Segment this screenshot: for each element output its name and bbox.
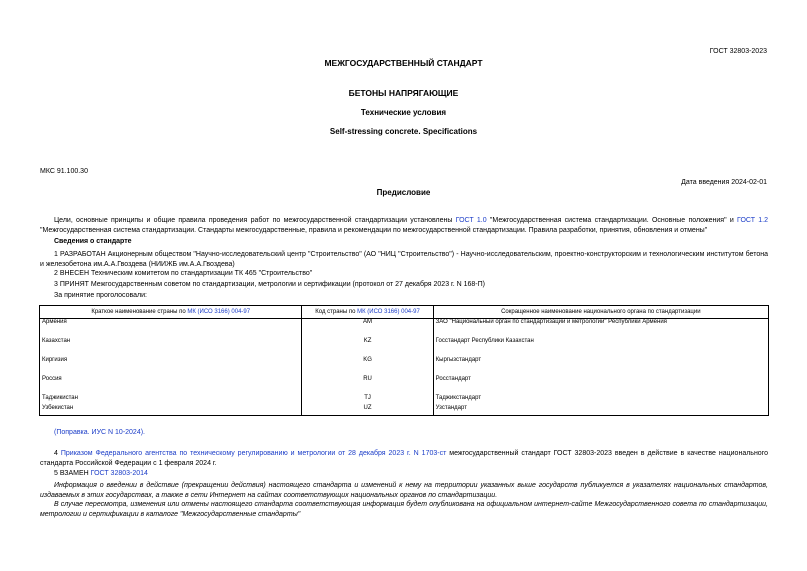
country-cell: Таджикистан (40, 395, 302, 405)
item-3-adopted: 3 ПРИНЯТ Межгосударственным советом по стандартизации, метрологии и сертификации (протокол от 27 декабря 2023 г. N 168-П) (54, 281, 485, 288)
code-cell: KG (302, 357, 433, 376)
countries-table (39, 305, 769, 416)
item-2-introduced: 2 ВНЕСЕН Техническим комитетом по стандартизации ТК 465 "Строительство" (54, 270, 313, 277)
publication-info: Информация о введении в действие (прекращении действия) настоящего стандарта и изменений к нему на территории указанных выше государств публикуется в указателях национальных стандартов, издаваемых в этих государствах, а также в сети Интернет на сайтах соответствующих национальных органов по стандартизации. (40, 482, 768, 499)
column-header-country: Краткое наименование страны по МК (ИСО 3166) 004-97 (40, 306, 302, 319)
mk-iso-link[interactable]: МК (ИСО 3166) 004-97 (187, 309, 251, 315)
mks-code: МКС 91.100.30 (40, 168, 88, 175)
table-header-row (40, 306, 769, 319)
foreword-text-1: Цели, основные принципы и общие правила проведения работ по межгосударственной стандартизации установлены (54, 217, 456, 224)
item-1-developed: 1 РАЗРАБОТАН Акционерным обществом "Научно-исследовательский центр "Строительство" (АО "НИЦ "Строительство") - Научно-исследовательским, проектно-конструкторским и технологическим институтом бетона и железобетона им.А.А.Гвоздева (НИИЖБ им.А.А.Гвоздева) (40, 251, 768, 268)
standard-info-heading: Сведения о стандарте (54, 238, 132, 245)
table-row (40, 395, 769, 405)
country-cell: Армения (40, 319, 302, 339)
foreword-text-3: "Межгосударственная система стандартизации. Стандарты межгосударственные, правила и рекомендации по межгосударственной стандартизации. Правила разработки, принятия, обновления и отмены" (40, 226, 708, 234)
document-subtitle: Технические условия (360, 108, 447, 117)
table-row (40, 376, 769, 395)
foreword-text-2: "Межгосударственная система стандартизации. Основные положения" и (486, 217, 738, 224)
standard-type: МЕЖГОСУДАРСТВЕННЫЙ СТАНДАРТ (324, 58, 483, 68)
foreword-heading: Предисловие (376, 188, 431, 197)
gost-32803-2014-link[interactable]: ГОСТ 32803-2014 (90, 470, 148, 477)
intro-date: Дата введения 2024-02-01 (681, 179, 767, 186)
gost-1-2-link[interactable]: ГОСТ 1.2 (737, 217, 768, 224)
document-code: ГОСТ 32803-2023 (709, 48, 767, 55)
country-cell: Узбекистан (40, 405, 302, 416)
revision-info: В случае пересмотра, изменения или отмены настоящего стандарта соответствующая информация будет опубликована на официальном интернет-сайте Межгосударственного совета по стандартизации, метрологии и сертификации в каталоге "Межгосударственные стандарты" (40, 501, 768, 518)
code-cell: UZ (302, 405, 433, 416)
country-cell: Россия (40, 376, 302, 395)
english-title: Self-stressing concrete. Specifications (329, 127, 478, 136)
table-row (40, 338, 769, 357)
country-cell: Киргизия (40, 357, 302, 376)
column-header-code: Код страны по МК (ИСО 3166) 004-97 (302, 306, 433, 319)
table-row (40, 405, 769, 416)
amendment-link[interactable]: (Поправка. ИУС N 10-2024). (54, 429, 145, 436)
body-cell: Узстандарт (433, 405, 768, 416)
code-cell: RU (302, 376, 433, 395)
body-cell: Кыргызстандарт (433, 357, 768, 376)
item-4-order: 4 Приказом Федерального агентства по техническому регулированию и метрологии от 28 декабря 2023 г. N 1703-ст межгосударственный стандарт ГОСТ 32803-2023 введен в действие в качестве национального стандарта Российской Федерации с 1 февраля 2024 г. (40, 450, 768, 467)
item-5-replaces: 5 ВЗАМЕН ГОСТ 32803-2014 (54, 470, 148, 477)
code-cell: KZ (302, 338, 433, 357)
order-link[interactable]: Приказом Федерального агентства по техническому регулированию и метрологии от 28 декабря 2023 г. N 1703-ст (60, 450, 447, 457)
column-header-body: Сокращенное наименование национального органа по стандартизации (433, 306, 768, 319)
table-row (40, 357, 769, 376)
country-cell: Казахстан (40, 338, 302, 357)
code-cell: TJ (302, 395, 433, 405)
body-cell: Росстандарт (433, 376, 768, 395)
gost-1-0-link[interactable]: ГОСТ 1.0 (455, 217, 487, 224)
body-cell: Таджикстандарт (433, 395, 768, 405)
table-row (40, 319, 769, 339)
voted-label: За принятие проголосовали: (54, 292, 147, 299)
document-title: БЕТОНЫ НАПРЯГАЮЩИЕ (348, 88, 459, 98)
mk-iso-link[interactable]: МК (ИСО 3166) 004-97 (357, 309, 420, 315)
body-cell: Госстандарт Республики Казахстан (433, 338, 768, 357)
foreword-paragraph (40, 216, 768, 235)
body-cell: ЗАО "Национальный орган по стандартизации и метрологии" Республики Армения (433, 319, 768, 339)
code-cell: AM (302, 319, 433, 339)
